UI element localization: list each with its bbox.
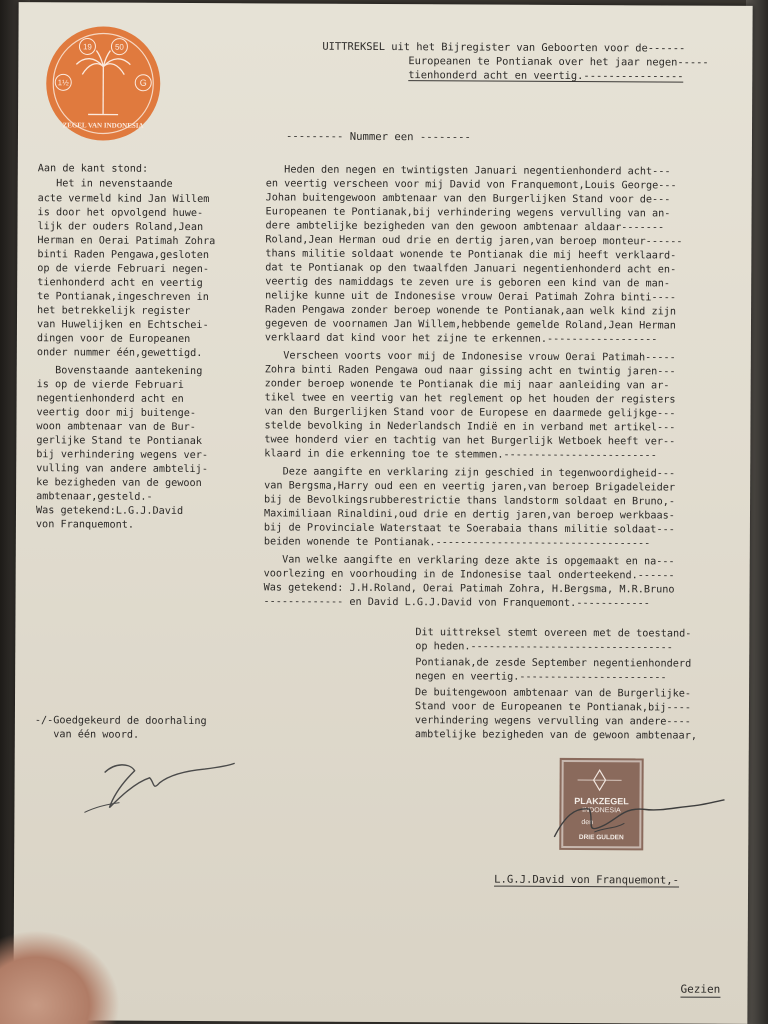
body-line: van den Burgerlijken Stand voor de Europese en daarmede gelijkge--- [264, 406, 676, 420]
duty-seal-icon [44, 24, 163, 143]
holding-finger [0, 930, 120, 1024]
header-line: Europeanen te Pontianak over het jaar negen----- [408, 55, 709, 69]
body-line: Zohra binti Raden Pengawa oud naar gissing acht en twintig jaren--- [264, 364, 676, 378]
margin-line: acte vermeld kind Jan Willem [37, 193, 210, 206]
certification-line: Stand voor de Europeanen te Pontianak,bij---- [414, 701, 692, 714]
approval-line: van één woord. [34, 729, 140, 741]
margin-line: bij verhindering wegens ver- [36, 449, 209, 462]
header-line: tienhonderd acht en veertig.---------------- [408, 69, 684, 83]
certification-line: Pontianak,de zesde September negentienhonderd [415, 657, 692, 670]
handwritten-signature-icon [534, 777, 734, 858]
certification-line: negen en veertig.------------------------ [415, 671, 667, 684]
body-line: verklaard dat kind voor het zijne te erkennen.------------------ [264, 332, 658, 346]
margin-line: van Huwelijken en Echtschei- [36, 319, 209, 332]
body-line: Europeanen te Pontianak,bij verhindering wegens vervulling van an- [265, 206, 671, 220]
margin-line: veertig door mij buitenge- [36, 407, 197, 420]
signatory-name: L.G.J.David von Franquemont,- [494, 873, 680, 887]
margin-line: Was getekend:L.G.J.David [35, 505, 184, 517]
margin-line: gerlijke Stand te Pontianak [36, 435, 203, 448]
margin-line: negentienhonderd acht en [36, 393, 184, 405]
document-page [13, 2, 752, 1024]
body-line: ------------- en David L.G.J.David von Franquemont.------------ [263, 596, 650, 610]
body-line: beiden wonende te Pontianak.----------------------------------- [263, 536, 651, 550]
body-line: Roland,Jean Herman oud drie en dertig jaren,van beroep monteur------ [265, 234, 683, 248]
margin-line: woon ambtenaar van de Bur- [36, 421, 196, 434]
body-line: gegeven de voornamen Jan Willem,hebbende gemelde Roland,Jean Herman [264, 318, 676, 332]
body-line: Heden den negen en twintigsten Januari negentienhonderd acht--- [265, 164, 671, 178]
body-line: bij de Provinciale Waterstaat te Soerabaia thans militie soldaat--- [263, 522, 675, 536]
margin-line: Herman en Oerai Patimah Zohra [37, 235, 216, 248]
body-line: stelde bevolking in Nederlandsch Indië en in verband met artikel--- [264, 420, 676, 434]
certification-line: ambtelijke bezigheden van de gewoon ambtenaar, [414, 729, 698, 742]
body-line: tikel twee en veertig van het reglement op het houden der registers [264, 392, 676, 406]
margin-line: onder nummer één,gewettigd. [36, 347, 203, 360]
margin-line: is door het opvolgend huwe- [37, 207, 204, 220]
body-line: van Bergsma,Harry oud een en veertig jaren,van beroep Brigadeleider [264, 480, 676, 494]
seal-value-left: 1½ [57, 78, 69, 88]
margin-line: Het in nevenstaande [37, 178, 173, 190]
margin-line: op de vierde Februari negen- [37, 263, 210, 276]
margin-line: ke bezigheden van de gewoon [36, 477, 202, 490]
body-line: Maximiliaan Rinaldini,oud drie en dertig jaren,van beroep werkbaas- [263, 508, 675, 522]
certification-line: verhindering wegens vervulling van andere---- [414, 715, 691, 728]
margin-line: Bovenstaande aantekening [36, 365, 203, 378]
margin-line: von Franquemont. [35, 519, 135, 531]
stamp-country: INDONESIA [582, 807, 621, 815]
margin-line: Aan de kant stond: [37, 163, 149, 175]
seal-year-left: 19 [82, 42, 92, 52]
stamp-title: PLAKZEGEL [574, 796, 629, 807]
margin-line: tienhonderd acht en veertig [37, 277, 203, 290]
stamp-value: DRIE GULDEN [578, 834, 624, 842]
seal-caption: ZEGEL VAN INDONESIA [62, 121, 144, 130]
handwritten-initials-icon [74, 752, 244, 823]
body-line: Verscheen voorts voor mij de Indonesise vrouw Oerai Patimah----- [264, 350, 676, 364]
body-line: Raden Pengawa zonder beroep wonende te Pontianak,aan welk kind zijn [265, 304, 677, 318]
margin-line: ambtenaar,gesteld.- [36, 491, 153, 503]
margin-line: het betrekkelijk register [37, 305, 191, 317]
body-line: zonder beroep wonende te Pontianak die mij naar aanleiding van ar- [264, 378, 670, 392]
header-line: UITTREKSEL uit het Bijregister van Geboorten voor de------ [322, 40, 686, 55]
stamp-den-label: den [581, 819, 594, 827]
body-line: bij de Bevolkingsrubberestrictie thans landstorm soldaat en Bruno,- [264, 494, 676, 508]
certification-line: op heden.--------------------------------- [415, 641, 673, 654]
body-line: en veertig verscheen voor mij David von Franquemont,Louis George--- [265, 178, 677, 192]
body-line: nelijke kunne uit de Indonesise vrouw Oerai Patimah Zohra binti---- [265, 290, 677, 304]
body-line: klaard in die erkenning toe te stemmen.------------------------- [264, 448, 657, 462]
margin-line: binti Raden Pengawa,gesloten [37, 249, 210, 262]
body-line: Was getekend: J.H.Roland, Oerai Patimah Zohra, H.Bergsma, M.R.Bruno [263, 582, 675, 596]
seal-value-right: G [139, 77, 147, 88]
record-number-heading: --------- Nummer een -------- [285, 130, 471, 144]
body-line: voorlezing en voorhouding in de Indonesise taal onderteekend.------ [263, 568, 675, 582]
body-line: twee honderd vier en tachtig van het Burgerlijk Wetboek heeft ver-- [264, 434, 676, 448]
margin-line: dingen voor de Europeanen [36, 333, 191, 345]
seen-mark: Gezien [680, 982, 721, 996]
margin-line: vulling van andere ambtelij- [36, 463, 209, 476]
margin-line: te Pontianak,ingeschreven in [37, 291, 209, 304]
certification-line: Dit uittreksel stemt overeen met de toestand- [415, 627, 692, 640]
margin-line: is op de vierde Februari [36, 379, 184, 391]
body-line: dere ambtelijke bezigheden van den gewoon ambtenaar aldaar------- [265, 220, 665, 234]
body-line: Van welke aangifte en verklaring deze akte is opgemaakt en na--- [263, 554, 675, 568]
margin-line: lijk der ouders Roland,Jean [37, 221, 204, 234]
approval-line: -/-Goedgekeurd de doorhaling [34, 715, 207, 728]
body-line: Johan buitengewoon ambtenaar van den Burgerlijken Stand voor de--- [265, 192, 671, 206]
certification-line: De buitengewoon ambtenaar van de Burgerlijke- [415, 687, 692, 700]
seal-year-right: 50 [114, 42, 124, 52]
body-line: thans militie soldaat wonende te Pontianak die mij heeft verklaard- [265, 248, 677, 262]
body-line: veertig des namiddags te zeven ure is geboren een kind van de man- [265, 276, 671, 290]
body-line: Deze aangifte en verklaring zijn geschied in tegenwoordigheid--- [264, 466, 676, 480]
body-line: dat te Pontianak op den twaalfden Januari negentienhonderd acht en- [265, 262, 677, 276]
